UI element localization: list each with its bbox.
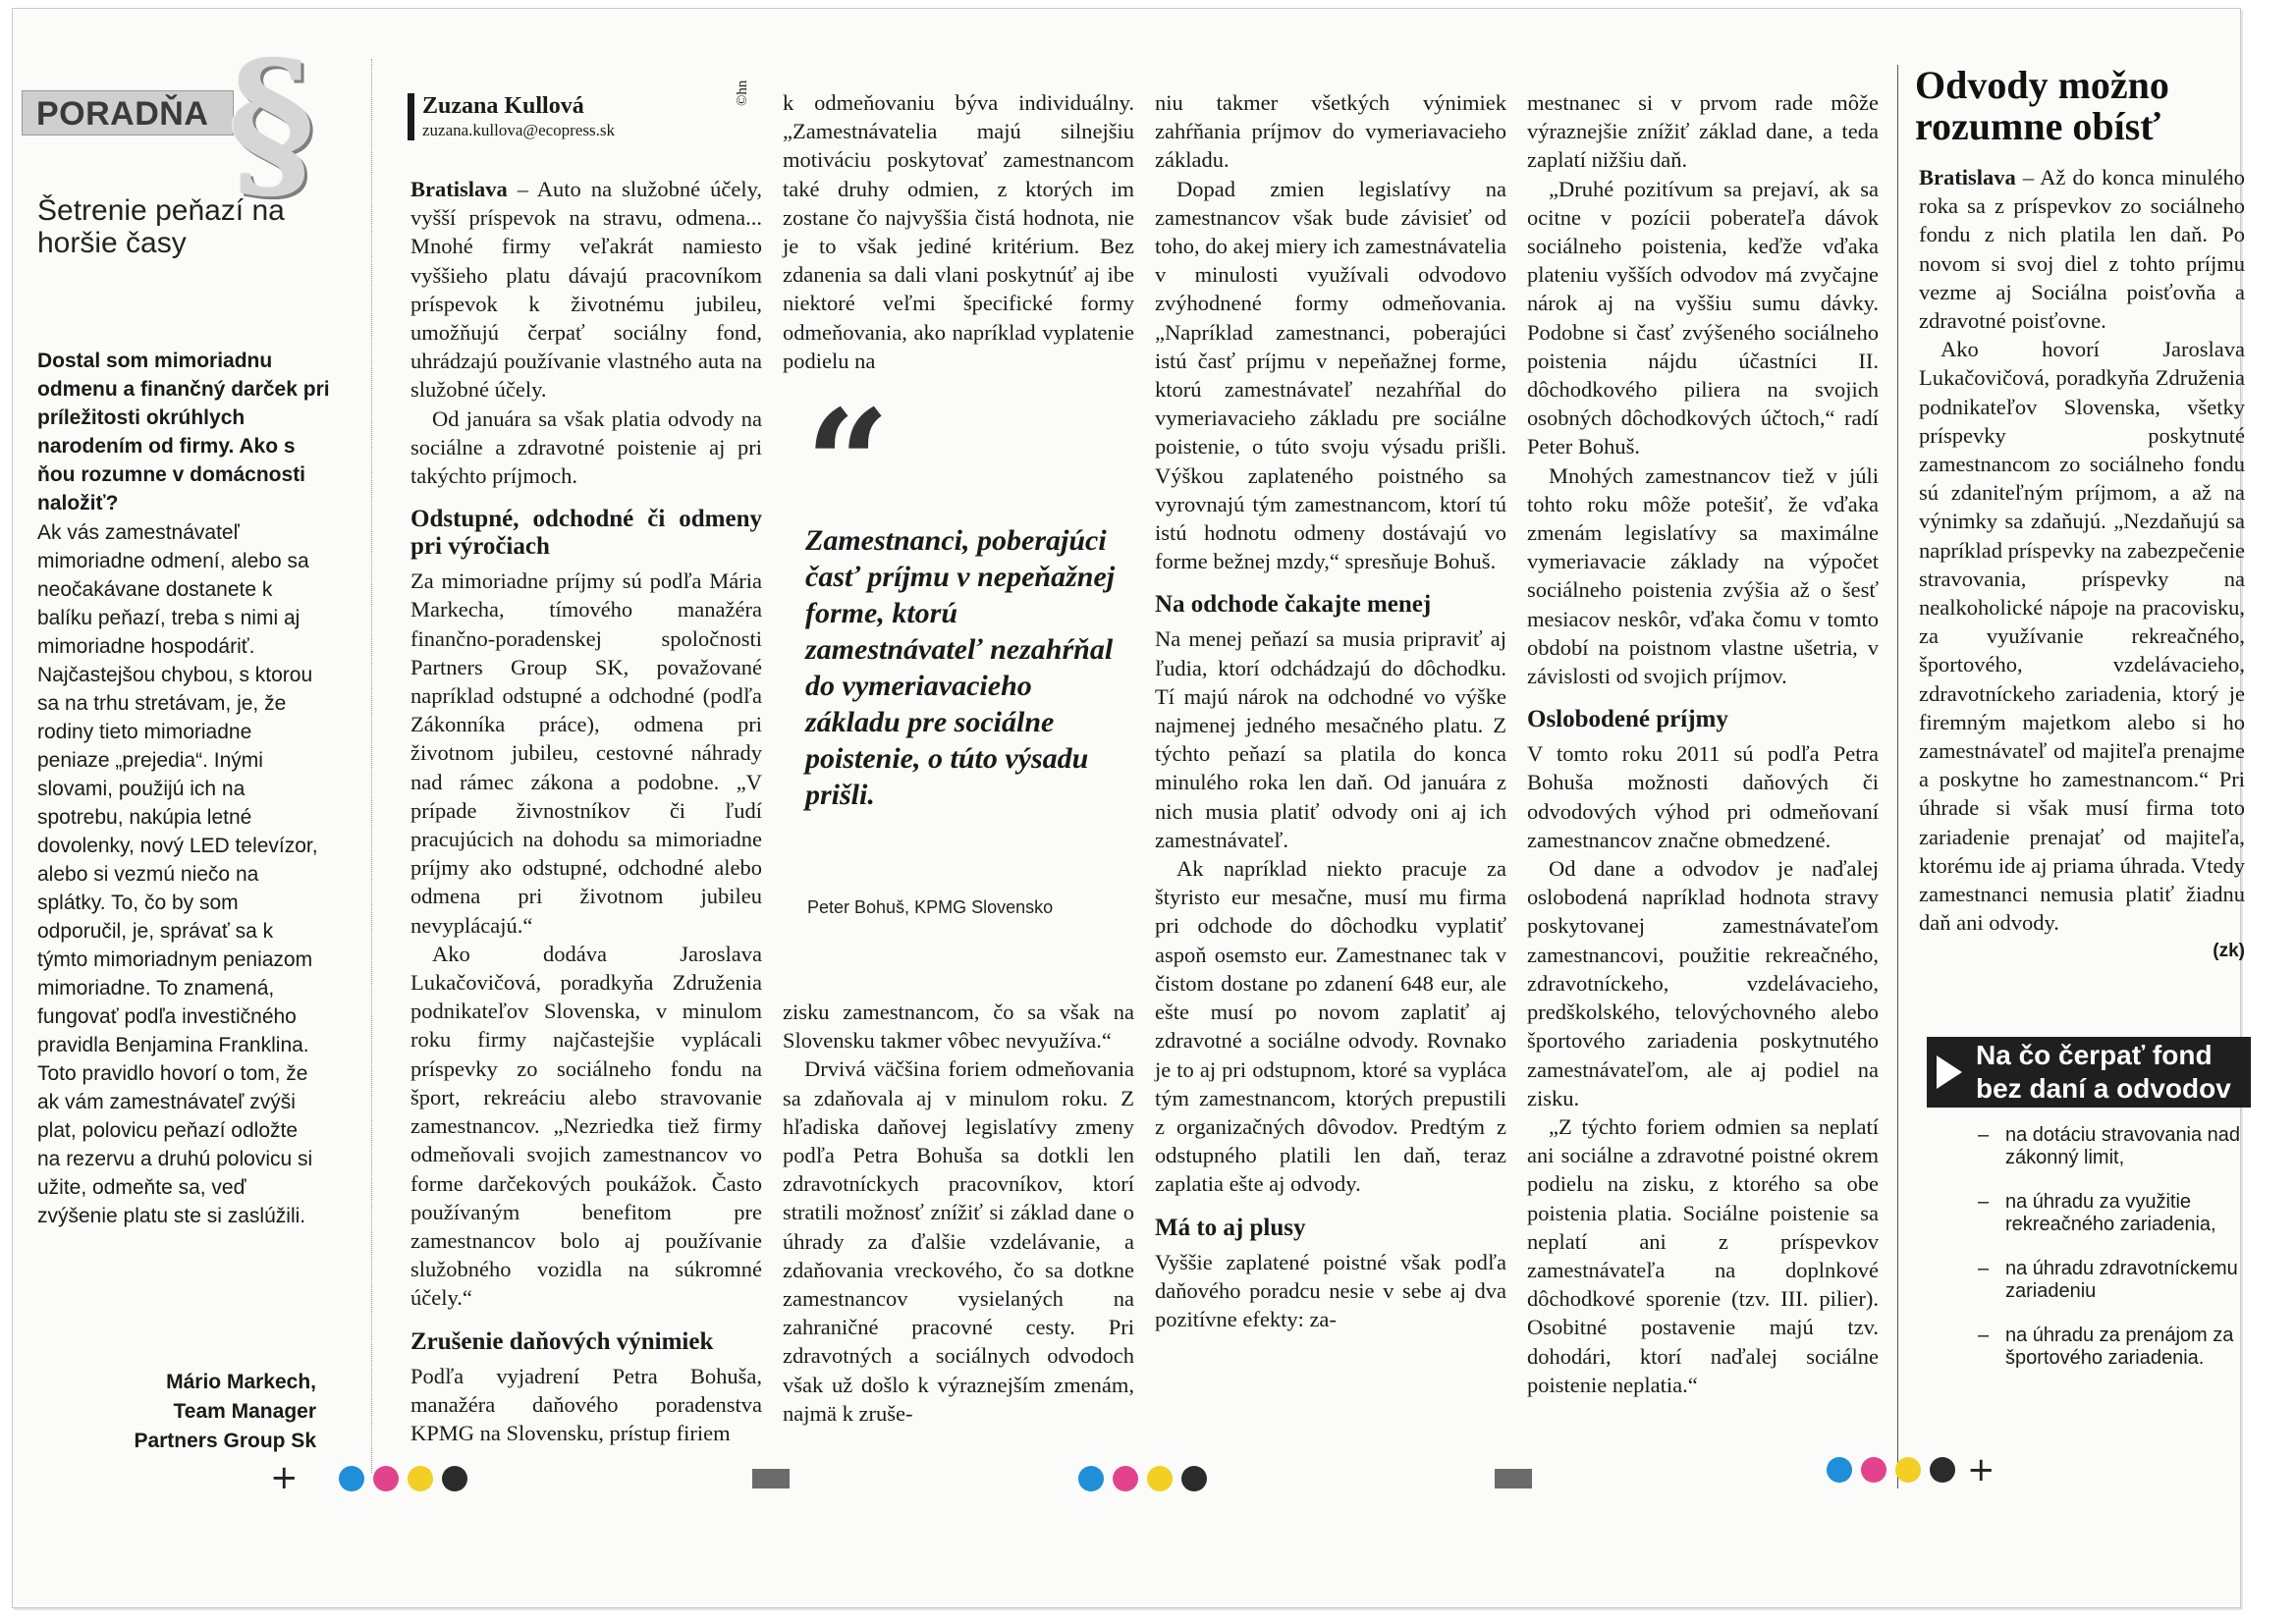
article-paragraph: k odmeňovaniu býva individuálny. „Zamestnávatelia majú silnejšiu motiváciu poskytovať zamestnancom také druhy odmien, z ktorých im zostane čo najvyššia čistá hodnota, nie je to však jediné kritérium. Bez zdanenia sa dali vlani poskytnúť aj ibe niektoré veľmi špecifické formy odmeňovania, ako napríklad vyplatenie podielu na — [783, 90, 1134, 373]
cmyk-magenta-dot — [1861, 1457, 1886, 1483]
poradna-answer-paragraph: Najčastejšou chybou, s ktorou sa na trhu stretávam, je, že rodiny tieto mimoriadne peniaze „prejedia“. Inými slovami, použijú ich na spotrebu, nakúpia letné dovolenky, nový LED televízor, alebo si vezmú niečo na splátky. To, čo by som odporučil, je, správať sa k týmto mimoriadnym peniazom mimoriadne. To znamená, fungovať podľa investičného pravidla Benjamina Franklina. Toto pravidlo hovorí o tom, že ak vám zamestnávateľ zvýši plat, polovicu peňazí odložte na rezervu a druhú polovicu si užite, odmeňte sa, veď zvýšenie platu ste si zaslúžili. — [37, 664, 318, 1227]
article-paragraph: Dopad zmien legislatívy na zamestnancov však bude závisieť od toho, do akej miery ich zamestnávatelia v minulosti využívali odvodovo zvýhodnené formy odmeňovania. „Napríklad zamestnanci, poberajúci istú časť príjmu v nepeňažnej forme, ktorú zamestnávateľ nezahŕňal do vymeriavacieho základu pre sociálne poistenie, o túto svoju výsadu prišli. Výškou zaplateného poistného sa vyrovnajú tým zamestnancom, ktorí tú istú hodnotu odmeny dostávajú vo forme bežnej mzdy,“ spresňuje Bohuš. — [1155, 176, 1506, 574]
dateline: Bratislava — [1919, 165, 2016, 189]
article-paragraph: mestnanec si v prvom rade môže výraznejšie znížiť základ dane, a teda zaplatí nižšiu daň. — [1527, 90, 1879, 173]
article-column-4 — [1527, 88, 1879, 1399]
byline-marker — [408, 93, 414, 140]
article-paragraph: zisku zamestnancom, čo sa však na Slovensku takmer vôbec nevyužíva.“ — [783, 1000, 1134, 1054]
article-paragraph: Od dane a odvodov je naďalej oslobodená napríklad hodnota stravy poskytovanej zamestnávateľom zamestnancovi, použitie rekreačného, zdravotníckeho, vzdelávacieho, predškolského, telovýchovného alebo športového zariadenia poskytnutého zamestnávateľom, ale aj podiel na zisku. — [1527, 856, 1879, 1110]
article-paragraph: „Z týchto foriem odmien sa neplatí ani sociálne a zdravotné poistné okrem podielu na zisku, z ktorého sa obe poistenia platia. Sociálne poistenie sa neplatí ani z príspevkov zamestnávateľa na doplnkové dôchodkové sporenie (tzv. III. pilier). Osobitné postavenie majú tzv. dohodári, ktorí naďalej sociálne poistenie neplatia.“ — [1527, 1113, 1879, 1397]
article-column-2-bottom — [783, 998, 1134, 1428]
article-paragraph: Za mimoriadne príjmy sú podľa Mária Markecha, tímového manažéra finančno-poradenskej spoločnosti Partners Group SK, považované napríklad odstupné a odchodné (podľa Zákonníka práce), odmena pri životnom jubileu, cestovné náhrady nad rámec zákona a podobne. „V prípade živnostníkov či ľudí pracujúcich na dohodu sa mimoriadne príjmy ako odstupné, odchodné alebo odmena pri životnom jubileu nevyplácajú.“ — [410, 568, 762, 938]
cmyk-black-dot — [442, 1466, 467, 1491]
side-signoff: (zk) — [2213, 941, 2245, 962]
fund-box-list — [1978, 1124, 2243, 1391]
poradna-answer-paragraph: Ak vás zamestnávateľ mimoriadne odmení, alebo sa neočakávane dostanete k balíku peňazí, treba s nimi aj mimoriadne hospodáriť. — [37, 521, 309, 658]
subheading: Má to aj plusy — [1155, 1214, 1306, 1241]
subheading: Na odchode čakajte menej — [1155, 591, 1432, 619]
side-headline: Odvody možno rozumne obísť — [1915, 63, 2169, 148]
subheading: Odstupné, odchodné či odmeny pri výročiach — [410, 506, 762, 561]
signature-role: Team Manager — [173, 1400, 316, 1423]
article-paragraph: Bratislava – Auto na služobné účely, vyšší príspevok na stravu, odmena... Mnohé firmy veľakrát namiesto vyššieho platu dávajú pracovníkom príspevok k životnému jubileu, umožňujú čerpať sociálny fond, uhrádzajú používanie vlastného auta na služobné účely. — [410, 177, 762, 403]
cmyk-magenta-dot — [373, 1466, 399, 1491]
fund-box-title: Na čo čerpať fond bez daní a odvodov — [1927, 1037, 2251, 1108]
subheading: Oslobodené príjmy — [1527, 706, 1728, 733]
article-paragraph: Vyššie zaplatené poistné však podľa daňového poradcu nesie v sebe aj dva pozitívne efekty: za- — [1155, 1249, 1506, 1331]
poradna-tag: PORADŇA — [22, 90, 234, 135]
cmyk-black-dot — [1930, 1457, 1955, 1483]
photo-credit: ©hn — [735, 80, 750, 106]
column-divider — [371, 59, 372, 1473]
article-paragraph: Od januára sa však platia odvody na sociálne a zdravotné poistenie aj pri takýchto príjmoch. — [410, 406, 762, 489]
registration-cross-icon: + — [1967, 1450, 1995, 1489]
play-arrow-icon — [1937, 1055, 1962, 1089]
signature-name: Mário Markech, — [166, 1371, 316, 1393]
article-paragraph: V tomto roku 2011 sú podľa Petra Bohuša možnosti daňových či odvodových výhod pri odmeňovaní zamestnancov značne obmedzené. — [1527, 741, 1879, 852]
registration-bar — [1495, 1469, 1532, 1488]
cmyk-black-dot — [1181, 1466, 1207, 1491]
dateline: Bratislava — [410, 177, 508, 201]
article-paragraph: Mnohých zamestnancov tiež v júli tohto roku môže potešiť, že vďaka zmenám legislatívy sa maximálne vymeriavacie základy na výpočet sociálneho poistenia zvýšia až o šesť mesiacov neskôr, vďaka čomu v tomto období na poistnom vlastne ušetria, v závislosti od svojich príjmov. — [1527, 462, 1879, 689]
list-item: – na dotáciu stravovania nad zákonný limit, — [1978, 1124, 2243, 1169]
byline-email: zuzana.kullova@ecopress.sk — [422, 121, 615, 139]
side-column — [1919, 163, 2245, 966]
article-paragraph: Drvivá väčšina foriem odmeňovania sa zdaňovala aj v minulom roku. Z hľadiska daňovej legislatívy zmeny podľa Petra Bohuša sa dotkli len zdravotníckych pracovníkov, ktorí stratili možnosť znížiť si základ dane o úhrady za ďalšie vzdelávanie, a zdaňovania vreckového, čo sa dotkne zamestnancov vysielaných na zahraničné pracovné cesty. Pri zdravotných a sociálnych odvodoch však už došlo k výraznejším zmenám, najmä k zruše- — [783, 1056, 1134, 1426]
registration-cross-icon: + — [270, 1458, 299, 1497]
poradna-question: Dostal som mimoriadnu odmenu a finančný darček pri príležitosti okrúhlych narodením od firmy. Ako s ňou rozumne v domácnosti naložiť? — [37, 350, 330, 514]
article-column-3 — [1155, 88, 1506, 1333]
poradna-answer — [37, 518, 322, 1230]
list-item: – na úhradu za prenájom za športového zariadenia. — [1978, 1325, 2243, 1370]
article-paragraph: niu takmer všetkých výnimiek zahŕňania príjmov do vymeriavacieho základu. — [1155, 90, 1506, 173]
cmyk-cyan-dot — [339, 1466, 364, 1491]
list-item: – na úhradu za využitie rekreačného zariadenia, — [1978, 1191, 2243, 1236]
article-column-2 — [783, 88, 1134, 375]
quote-mark-icon: “ — [805, 378, 891, 551]
article-paragraph: Podľa vyjadrení Petra Bohuša, manažéra daňového poradenstva KPMG na Slovensku, prístup firiem — [410, 1363, 762, 1445]
registration-bar — [752, 1469, 790, 1488]
cmyk-yellow-dot — [408, 1466, 433, 1491]
side-paragraph: Bratislava – Až do konca minulého roka sa z príspevkov zo sociálneho fondu z nich platila len daň. Po novom si svoj diel z tohto príjmu vezme aj Sociálna poisťovňa a zdravotné poisťovne. — [1919, 165, 2245, 334]
cmyk-yellow-dot — [1147, 1466, 1173, 1491]
poradna-title: Šetrenie peňazí na horšie časy — [37, 194, 285, 259]
cmyk-magenta-dot — [1113, 1466, 1138, 1491]
article-paragraph: Ako dodáva Jaroslava Lukačovičová, poradkyňa Združenia podnikateľov Slovenska, v minulom roku firmy najčastejšie vyplácali príspevky zo sociálneho fondu na šport, rekreáciu alebo stravovanie zamestnancov. „Nezriedka tiež firmy odmeňovali svojich zamestnancov vo forme darčekových poukážok. Často používaným benefitom pre zamestnancov bolo aj používanie služobného vozidla na súkromné účely.“ — [410, 941, 762, 1311]
column-divider — [1897, 65, 1898, 1488]
cmyk-cyan-dot — [1827, 1457, 1852, 1483]
poradna-signature — [59, 1368, 316, 1456]
article-paragraph: „Druhé pozitívum sa prejaví, ak sa ocitne v pozícii poberateľa dávok sociálneho poistenia, keďže vďaka plateniu vyšších odvodov má zvyčajne nárok aj na vyššiu sumu dávky. Podobne si časť zvýšeného sociálneho poistenia nájdu účastníci II. dôchodkového piliera na svojich osobných dôchodkových účtoch,“ radí Peter Bohuš. — [1527, 176, 1879, 460]
list-item: – na úhradu zdravotníckemu zariadeniu — [1978, 1258, 2243, 1303]
article-paragraph: Ak napríklad niekto pracuje za štyristo eur mesačne, musí mu firma pri odchode do dôchodku vyplatiť aspoň osemsto eur. Zamestnanec tak v čistom dostane po zdanení 648 eur, ale ešte musí po novom zaplatiť aj zdravotné a sociálne odvody. Rovnako je to aj pri odstupnom, ktoré sa vypláca tým zamestnancom, ktorých prepustili z organizačných dôvodov. Predtým z odstupného platili len daň, teraz zaplatia ešte aj odvody. — [1155, 856, 1506, 1197]
pull-quote-attribution: Peter Bohuš, KPMG Slovensko — [807, 897, 1054, 917]
section-sign-icon: § — [228, 25, 315, 221]
signature-company: Partners Group Sk — [134, 1430, 316, 1452]
cmyk-cyan-dot — [1078, 1466, 1104, 1491]
pull-quote: Zamestnanci, poberajúci časť príjmu v nepeňažnej forme, ktorú zamestnávateľ nezahŕňal do vymeriavacieho základu pre sociálne poistenie, o túto výsadu prišli. — [805, 524, 1116, 811]
side-paragraph: Ako hovorí Jaroslava Lukačovičová, poradkyňa Združenia podnikateľov Slovenska, všetky príspevky poskytnuté zamestnancom zo sociálneho fondu sú zdaniteľným príjmom, a až na výnimky sa zdaňujú. „Nezdaňujú sa napríklad príspevky na zabezpečenie stravovania, príspevky na nealkoholické nápoje na pracovisku, za využívanie rekreačného, športového, vzdelávacieho, zdravotníckeho zariadenia, ktorý je firemným majetkom alebo si ho zamestnávateľ od majiteľa prenajme a poskytne ho zamestnancom.“ Pri úhrade si však musí firma toto zariadenie prenajať od majiteľa, ktorému ide aj priama úhrada. Vtedy zamestnanci nemusia platiť žiadnu daň ani odvody. — [1919, 337, 2245, 936]
cmyk-yellow-dot — [1895, 1457, 1921, 1483]
byline-author: Zuzana Kullová — [422, 93, 584, 119]
subheading: Zrušenie daňových výnimiek — [410, 1327, 714, 1355]
article-column-1 — [410, 175, 762, 1447]
article-paragraph: Na menej peňazí sa musia pripraviť aj ľudia, ktorí odchádzajú do dôchodku. Tí majú nárok na odchodné vo výške najmenej jedného mesačného platu. Z týchto peňazí sa platila do konca minulého roka len daň. Od januára z nich musia platiť odvody oni aj ich zamestnávateľ. — [1155, 626, 1506, 852]
